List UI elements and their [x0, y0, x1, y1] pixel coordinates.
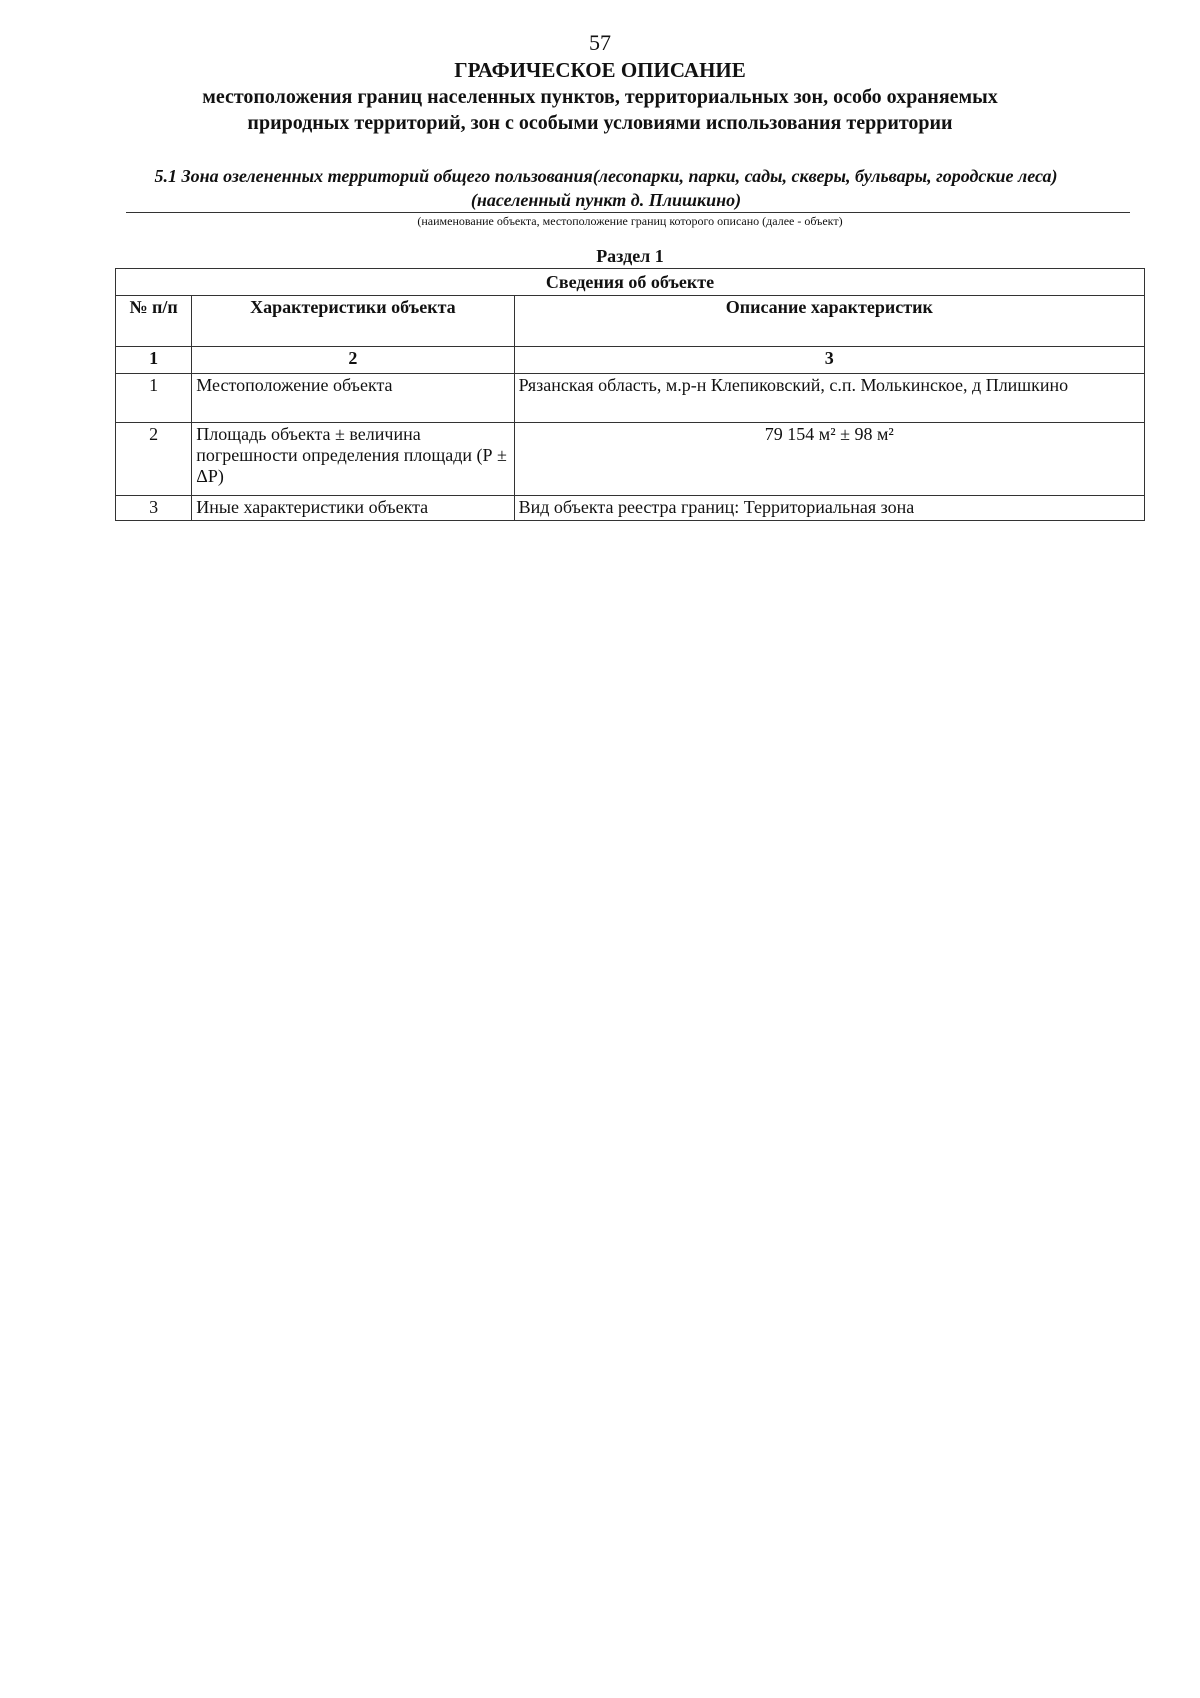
object-name-underline	[126, 212, 1130, 213]
row-number: 1	[116, 374, 192, 423]
table-title: Сведения об объекте	[116, 269, 1145, 296]
header-number: № п/п	[116, 296, 192, 347]
header-characteristic: Характеристики объекта	[192, 296, 514, 347]
section-title: Раздел 1	[596, 246, 664, 266]
row-description: Рязанская область, м.р-н Клепиковский, с.п. Молькинское, д Плишкино	[514, 374, 1144, 423]
column-number: 3	[514, 347, 1144, 374]
row-description: 79 154 м² ± 98 м²	[514, 423, 1144, 496]
column-number: 1	[116, 347, 192, 374]
document-subtitle: местоположения границ населенных пунктов, территориальных зон, особо охраняемых природных территорий, зон с особыми условиями использования территории	[202, 86, 998, 134]
document-title: ГРАФИЧЕСКОЕ ОПИСАНИЕ	[454, 58, 746, 82]
page-number: 57	[589, 30, 611, 55]
table-header-row	[116, 296, 1145, 347]
table-row	[116, 423, 1145, 496]
object-info-table	[115, 268, 1145, 521]
row-number: 3	[116, 496, 192, 521]
object-name: 5.1 Зона озелененных территорий общего пользования(лесопарки, парки, сады, скверы, бульвары, городские леса)(населенный пункт д. Плишкино)	[154, 166, 1058, 210]
row-characteristic: Иные характеристики объекта	[192, 496, 514, 521]
table-row	[116, 496, 1145, 521]
row-characteristic: Местоположение объекта	[192, 374, 514, 423]
row-description: Вид объекта реестра границ: Территориальная зона	[514, 496, 1144, 521]
table-row	[116, 374, 1145, 423]
row-characteristic: Площадь объекта ± величина погрешности определения площади (Р ± ΔР)	[192, 423, 514, 496]
header-description: Описание характеристик	[514, 296, 1144, 347]
row-number: 2	[116, 423, 192, 496]
table-column-number-row	[116, 347, 1145, 374]
column-number: 2	[192, 347, 514, 374]
table-banner-row	[116, 269, 1145, 296]
object-name-caption: (наименование объекта, местоположение границ которого описано (далее - объект)	[417, 214, 843, 228]
